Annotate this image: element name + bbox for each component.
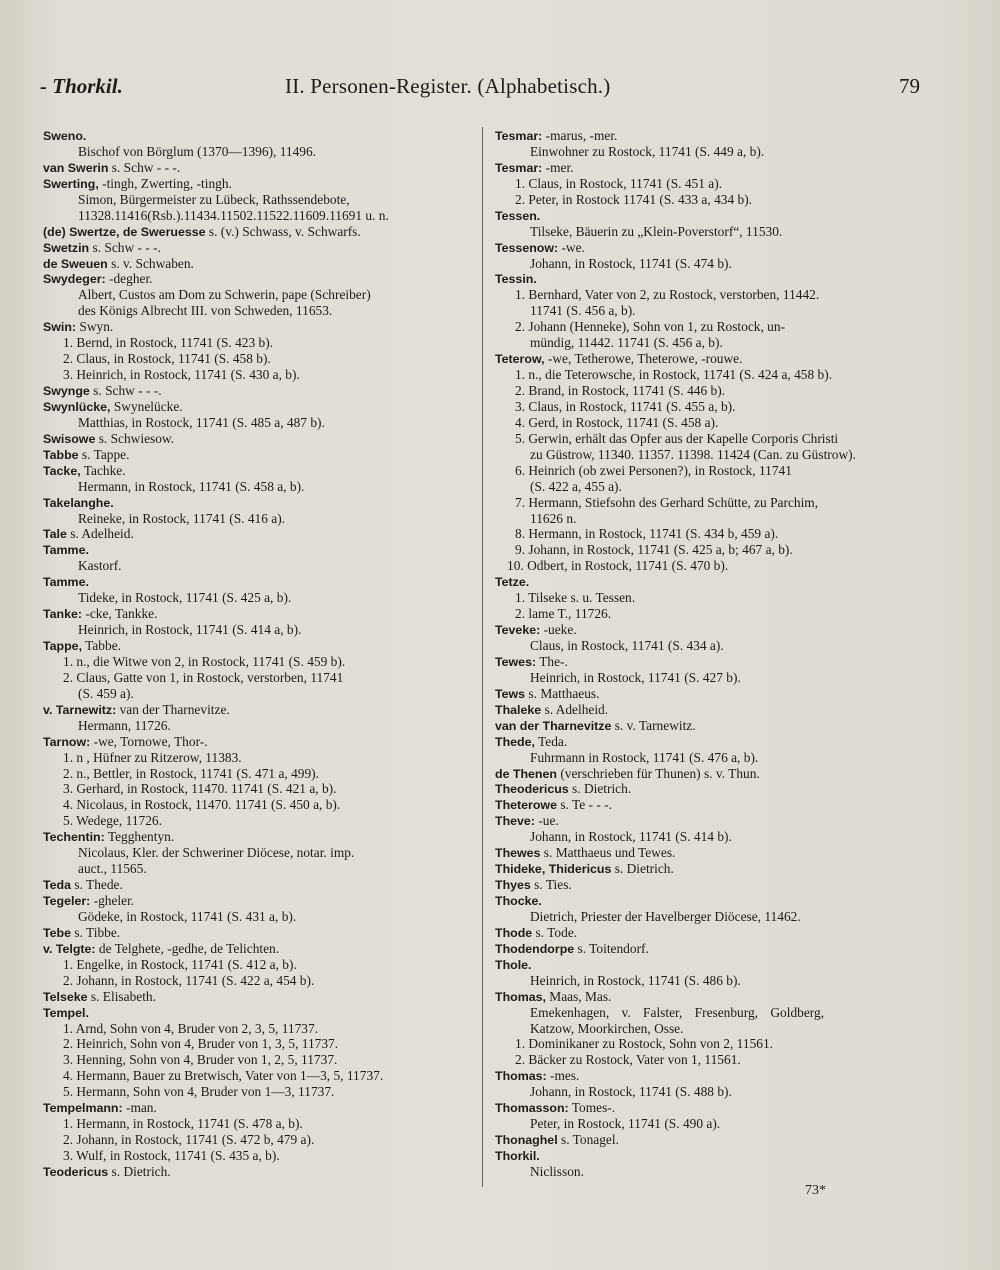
entry-variants: s. Thede.	[71, 877, 123, 893]
entry-headword: Tegeler:	[43, 894, 91, 908]
entry-headword: Tebe	[43, 925, 71, 940]
register-line	[43, 925, 488, 941]
register-line	[43, 702, 488, 718]
entry-text: Niclisson.	[530, 1163, 584, 1179]
entry-headword: Tanke:	[43, 607, 83, 622]
entry-variants: s. Dietrich.	[611, 861, 674, 877]
numbered-person: 2. Heinrich, Sohn von 4, Bruder von 1, 3, 5, 11737.	[63, 1036, 339, 1052]
register-line	[495, 957, 925, 973]
entry-variants: s. Dietrich.	[108, 1163, 171, 1179]
numbered-person: 6. Heinrich (ob zwei Personen?), in Rostock, 11741	[515, 462, 792, 478]
page-header	[40, 74, 920, 104]
entry-text: Simon, Bürgermeister zu Lübeck, Rathssendebote,	[78, 191, 350, 207]
entry-headword: v. Telgte:	[43, 941, 96, 956]
entry-text: Claus, in Rostock, 11741 (S. 434 a).	[530, 638, 724, 653]
register-line	[43, 877, 488, 893]
entry-variants: -cke, Tankke.	[82, 606, 158, 622]
entry-text: Hermann, in Rostock, 11741 (S. 458 a, b).	[78, 478, 305, 494]
register-line	[43, 526, 488, 542]
register-line	[495, 797, 925, 813]
entry-text: Johann, in Rostock, 11741 (S. 488 b).	[530, 1084, 732, 1100]
entry-headword: Swynge	[43, 384, 90, 398]
entry-headword: Teda	[43, 878, 71, 893]
entry-headword: Thaleke	[495, 702, 542, 717]
entry-headword: v. Tarnewitz:	[43, 702, 117, 717]
entry-text: Peter, in Rostock, 11741 (S. 490 a).	[530, 1116, 721, 1132]
register-line	[43, 383, 488, 399]
entry-headword: Thomas:	[495, 1069, 547, 1084]
entry-headword: Swin:	[43, 320, 77, 335]
numbered-person: 2. Peter, in Rostock 11741 (S. 433 a, 434 b).	[515, 191, 753, 207]
numbered-person: 5. Hermann, Sohn von 4, Bruder von 1—3, 11737.	[63, 1084, 335, 1100]
register-line	[495, 766, 925, 782]
entry-variants: -we, Tetherowe, Theterowe, -rouwe.	[544, 351, 743, 367]
register-line	[495, 925, 925, 941]
entry-headword: Swetzin	[43, 240, 90, 255]
entry-headword: Tempel.	[43, 1005, 89, 1020]
entry-headword: Teodericus	[43, 1164, 109, 1179]
numbered-person: 2. n., Bettler, in Rostock, 11741 (S. 471 a, 499).	[63, 765, 319, 781]
numbered-person: 4. Gerd, in Rostock, 11741 (S. 458 a).	[515, 414, 719, 430]
entry-text: Tideke, in Rostock, 11741 (S. 425 a, b).	[78, 590, 292, 606]
numbered-person: 2. Johann, in Rostock, 11741 (S. 472 b, 479 a).	[63, 1132, 315, 1148]
entry-variants: s. Tonagel.	[557, 1132, 619, 1148]
numbered-person: 3. Claus, in Rostock, 11741 (S. 455 a, b).	[515, 398, 736, 414]
numbered-person: 3. Henning, Sohn von 4, Bruder von 1, 2, 5, 11737.	[63, 1052, 338, 1068]
register-line	[43, 606, 488, 622]
entry-variants: (verschrieben für Thunen) s. v. Thun.	[556, 765, 760, 781]
entry-variants: Teda.	[534, 733, 568, 749]
register-line	[43, 1100, 488, 1116]
entry-headword: Tesmar:	[495, 160, 543, 175]
entry-variants: s. Dietrich.	[568, 781, 632, 797]
register-line	[495, 734, 925, 750]
register-line	[495, 813, 925, 829]
entry-headword: (de) Swertze, de Sweruesse	[43, 224, 206, 239]
entry-text: Reineke, in Rostock, 11741 (S. 416 a).	[78, 510, 286, 526]
entry-variants: -mer.	[542, 159, 574, 175]
numbered-person: 4. Hermann, Bauer zu Bretwisch, Vater von 1—3, 5, 11737.	[63, 1068, 384, 1084]
register-line	[495, 160, 925, 176]
register-line	[43, 240, 488, 256]
signature-mark: 73*	[805, 1183, 826, 1198]
entry-text: 11626 n.	[530, 510, 577, 526]
numbered-person: 3. Heinrich, in Rostock, 11741 (S. 430 a, b).	[63, 367, 300, 383]
entry-text: zu Güstrow, 11340. 11357. 11398. 11424 (Can. zu Güstrow).	[530, 446, 856, 462]
left-column	[43, 128, 488, 1180]
entry-headword: Tappe,	[43, 639, 83, 653]
register-line	[495, 1148, 925, 1164]
entry-text: (S. 459 a).	[78, 685, 134, 701]
numbered-person: 5. Wedege, 11726.	[63, 813, 162, 829]
numbered-person: 1. Bernd, in Rostock, 11741 (S. 423 b).	[63, 335, 274, 351]
register-line	[495, 574, 925, 590]
numbered-person: 2. Brand, in Rostock, 11741 (S. 446 b).	[515, 383, 726, 398]
entry-text: Kastorf.	[78, 558, 122, 574]
entry-text: Matthias, in Rostock, 11741 (S. 485 a, 487 b).	[78, 414, 325, 430]
entry-variants: s. Te - - -.	[556, 797, 612, 813]
register-line	[43, 495, 488, 511]
entry-headword: Teterow,	[495, 352, 545, 367]
entry-headword: Thodendorpe	[495, 941, 575, 956]
register-line	[43, 638, 488, 654]
entry-variants: s. Toitendorf.	[574, 940, 649, 956]
entry-text: (S. 422 a, 455 a).	[530, 478, 622, 494]
entry-text: Hermann, 11726.	[78, 717, 171, 733]
numbered-person: 1. Claus, in Rostock, 11741 (S. 451 a).	[515, 175, 723, 191]
entry-headword: Telseke	[43, 989, 88, 1004]
entry-variants: Maas, Mas.	[545, 988, 612, 1004]
entry-headword: Swisowe	[43, 431, 96, 446]
entry-headword: Tessin.	[495, 272, 537, 287]
numbered-person: 1. Dominikaner zu Rostock, Sohn von 2, 11561.	[515, 1036, 773, 1052]
entry-headword: Swydeger:	[43, 272, 106, 287]
entry-text: Katzow, Moorkirchen, Osse.	[530, 1020, 684, 1036]
register-line	[43, 431, 488, 447]
entry-variants: s. Schw - - -.	[89, 239, 161, 255]
register-line	[43, 941, 488, 957]
register-line	[495, 989, 925, 1005]
entry-variants: Tabbe.	[82, 638, 121, 653]
register-line	[43, 574, 488, 590]
entry-text: Nicolaus, Kler. der Schweriner Diöcese, notar. imp.	[78, 845, 355, 861]
entry-variants: -gheler.	[90, 893, 135, 908]
entry-headword: Thocke.	[495, 894, 542, 908]
entry-variants: s. Adelheid.	[66, 526, 134, 542]
entry-headword: Thole.	[495, 957, 532, 972]
register-line	[495, 702, 925, 718]
entry-variants: -marus, -mer.	[542, 128, 618, 143]
entry-variants: Swynelücke.	[110, 398, 183, 414]
register-line	[43, 542, 488, 558]
numbered-person: 1. n., die Witwe von 2, in Rostock, 11741 (S. 459 b).	[63, 653, 346, 669]
entry-headword: Theve:	[495, 814, 535, 829]
numbered-person: 2. lame T., 11726.	[515, 606, 612, 622]
entry-variants: -degher.	[105, 271, 153, 287]
entry-headword: Tempelmann:	[43, 1101, 123, 1116]
register-line	[495, 718, 925, 734]
entry-variants: s. Elisabeth.	[87, 988, 156, 1004]
entry-variants: s. Tappe.	[78, 446, 130, 462]
entry-headword: Thonaghel	[495, 1133, 558, 1148]
register-line	[43, 128, 488, 144]
register-line	[495, 1132, 925, 1148]
entry-text: Bischof von Börglum (1370—1396), 11496.	[78, 143, 317, 159]
entry-variants: -man.	[122, 1100, 157, 1116]
register-line	[43, 176, 488, 192]
register-line	[495, 686, 925, 702]
entry-headword: Tacke,	[43, 463, 81, 478]
register-line	[495, 941, 925, 957]
numbered-person: 1. Tilseke s. u. Tessen.	[515, 590, 636, 606]
register-line	[495, 654, 925, 670]
register-line	[495, 240, 925, 256]
entry-headword: van Swerin	[43, 160, 109, 175]
numbered-person: 1. Bernhard, Vater von 2, zu Rostock, verstorben, 11442.	[515, 287, 820, 303]
entry-variants: Tachke.	[80, 462, 126, 478]
entry-headword: Thomasson:	[495, 1101, 569, 1116]
entry-text: Johann, in Rostock, 11741 (S. 414 b).	[530, 829, 732, 845]
register-line	[495, 622, 925, 638]
numbered-person: 3. Wulf, in Rostock, 11741 (S. 435 a, b).	[63, 1148, 280, 1163]
entry-variants: s. Ties.	[530, 877, 572, 893]
numbered-person: 9. Johann, in Rostock, 11741 (S. 425 a, b; 467 a, b).	[515, 542, 793, 558]
register-line	[43, 447, 488, 463]
entry-variants: s. Adelheid.	[541, 701, 609, 717]
numbered-person: 8. Hermann, in Rostock, 11741 (S. 434 b, 459 a).	[515, 526, 779, 542]
entry-text: mündig, 11442. 11741 (S. 456 a, b).	[530, 335, 723, 351]
numbered-person: 4. Nicolaus, in Rostock, 11470. 11741 (S. 450 a, b).	[63, 797, 341, 813]
register-line	[43, 1005, 488, 1021]
register-line	[495, 208, 925, 224]
entry-text: Heinrich, in Rostock, 11741 (S. 414 a, b).	[78, 622, 302, 638]
running-head: - Thorkil.	[40, 74, 123, 98]
register-line	[43, 734, 488, 750]
entry-variants: s. v. Schwaben.	[107, 255, 194, 271]
numbered-person: 2. Johann, in Rostock, 11741 (S. 422 a, 454 b).	[63, 972, 315, 988]
entry-headword: van der Tharnevitze	[495, 718, 612, 733]
entry-text: Tilseke, Bäuerin zu „Klein-Poverstorf“, 11530.	[530, 223, 783, 239]
entry-variants: s. Tibbe.	[71, 924, 121, 940]
entry-headword: Tews	[495, 686, 526, 701]
register-line	[495, 271, 925, 287]
entry-variants: -we, Tornowe, Thor-.	[90, 733, 208, 749]
entry-headword: Tarnow:	[43, 734, 91, 749]
entry-variants: de Telghete, -gedhe, de Telichten.	[95, 940, 280, 956]
entry-variants: -mes.	[546, 1068, 580, 1084]
entry-variants: s. Schwiesow.	[95, 430, 175, 446]
entry-headword: Tale	[43, 527, 67, 542]
numbered-person: 5. Gerwin, erhält das Opfer aus der Kapelle Corporis Christi	[515, 430, 839, 446]
numbered-person: 7. Hermann, Stiefsohn des Gerhard Schütte, zu Parchim,	[515, 494, 819, 510]
entry-headword: Thyes	[495, 878, 531, 893]
register-line	[43, 160, 488, 176]
entry-headword: de Sweuen	[43, 256, 108, 271]
register-line	[43, 224, 488, 240]
register-line	[495, 861, 925, 877]
entry-text: Emekenhagen, v. Falster, Fresenburg, Goldberg,	[530, 1004, 825, 1020]
entry-variants: s. Matthaeus und Tewes.	[540, 845, 676, 861]
entry-headword: de Thenen	[495, 766, 557, 781]
entry-headword: Theterowe	[495, 798, 557, 813]
entry-variants: -we.	[558, 239, 585, 255]
numbered-person: 3. Gerhard, in Rostock, 11470. 11741 (S. 421 a, b).	[63, 781, 337, 797]
register-line	[43, 319, 488, 335]
entry-headword: Swerting,	[43, 176, 99, 191]
entry-variants: s. v. Tarnewitz.	[611, 717, 696, 733]
register-line	[495, 877, 925, 893]
entry-variants: s. Schw - - -.	[89, 383, 162, 398]
register-line	[495, 351, 925, 367]
register-line	[495, 845, 925, 861]
numbered-person: 1. n , Hüfner zu Ritzerow, 11383.	[63, 749, 242, 765]
numbered-person: 10. Odbert, in Rostock, 11741 (S. 470 b).	[507, 558, 729, 574]
register-line	[43, 463, 488, 479]
numbered-person: 1. Arnd, Sohn von 4, Bruder von 2, 3, 5, 11737.	[63, 1020, 319, 1036]
entry-variants: -ue.	[534, 813, 559, 829]
register-line	[43, 1164, 488, 1180]
entry-variants: Tegghentyn.	[104, 829, 175, 845]
entry-text: Albert, Custos am Dom zu Schwerin, pape (Schreiber)	[78, 287, 371, 303]
entry-variants: -ueke.	[540, 622, 577, 638]
entry-headword: Thede,	[495, 734, 535, 749]
entry-variants: The-.	[536, 653, 568, 669]
entry-text: Heinrich, in Rostock, 11741 (S. 486 b).	[530, 972, 741, 988]
register-line	[43, 271, 488, 287]
entry-headword: Techentin:	[43, 830, 105, 845]
entry-text: auct., 11565.	[78, 861, 147, 877]
numbered-person: 2. Johann (Henneke), Sohn von 1, zu Rostock, un-	[515, 319, 786, 335]
register-line	[43, 399, 488, 415]
register-line	[495, 128, 925, 144]
entry-text: Fuhrmann in Rostock, 11741 (S. 476 a, b).	[530, 749, 759, 765]
numbered-person: 2. Claus, Gatte von 1, in Rostock, verstorben, 11741	[63, 669, 344, 685]
entry-headword: Swynlücke,	[43, 399, 111, 414]
entry-headword: Tamme.	[43, 543, 89, 558]
entry-text: des Königs Albrecht III. von Schweden, 11653.	[78, 303, 333, 319]
entry-headword: Thode	[495, 925, 533, 940]
entry-variants: van der Tharnevitze.	[116, 701, 230, 717]
entry-variants: s. Matthaeus.	[525, 685, 600, 701]
entry-text: Dietrich, Priester der Havelberger Diöcese, 11462.	[530, 908, 801, 924]
entry-text: Einwohner zu Rostock, 11741 (S. 449 a, b).	[530, 143, 765, 159]
entry-variants: Swyn.	[76, 319, 114, 335]
page-number: 79	[899, 74, 920, 98]
register-line	[495, 1068, 925, 1084]
register-line	[495, 781, 925, 797]
entry-text: 11741 (S. 456 a, b).	[530, 303, 636, 319]
entry-headword: Theodericus	[495, 782, 569, 797]
numbered-person: 1. Engelke, in Rostock, 11741 (S. 412 a, b).	[63, 956, 297, 972]
entry-variants: s. Tode.	[532, 924, 578, 940]
entry-text: Johann, in Rostock, 11741 (S. 474 b).	[530, 255, 732, 271]
entry-text: Heinrich, in Rostock, 11741 (S. 427 b).	[530, 669, 741, 685]
numbered-person: 1. Hermann, in Rostock, 11741 (S. 478 a, b).	[63, 1116, 303, 1132]
register-line	[495, 893, 925, 909]
entry-headword: Tamme.	[43, 575, 89, 590]
entry-headword: Teveke:	[495, 623, 541, 638]
page-title: II. Personen-Register. (Alphabetisch.)	[285, 74, 611, 98]
entry-headword: Takelanghe.	[43, 495, 114, 510]
right-column	[495, 128, 925, 1180]
register-line	[43, 829, 488, 845]
entry-headword: Thomas,	[495, 989, 546, 1004]
entry-headword: Tessen.	[495, 208, 541, 223]
entry-variants: Tomes-.	[568, 1100, 616, 1116]
entry-headword: Tessenow:	[495, 240, 559, 255]
register-line	[495, 1100, 925, 1116]
entry-headword: Thorkil.	[495, 1149, 540, 1163]
entry-variants: s. Schw - - -.	[108, 159, 181, 175]
entry-headword: Tabbe	[43, 447, 79, 462]
entry-variants: -tingh, Zwerting, -tingh.	[98, 175, 232, 191]
entry-headword: Sweno.	[43, 129, 87, 143]
entry-variants: s. (v.) Schwass, v. Schwarfs.	[205, 223, 361, 239]
entry-headword: Thideke, Thidericus	[495, 862, 612, 877]
entry-headword: Tewes:	[495, 654, 537, 669]
register-line	[43, 256, 488, 272]
register-line	[43, 893, 488, 909]
numbered-person: 2. Bäcker zu Rostock, Vater von 1, 11561.	[515, 1052, 741, 1068]
register-line	[43, 989, 488, 1005]
numbered-person: 2. Claus, in Rostock, 11741 (S. 458 b).	[63, 351, 271, 367]
entry-headword: Tesmar:	[495, 129, 543, 143]
entry-headword: Tetze.	[495, 575, 530, 590]
entry-text: Gödeke, in Rostock, 11741 (S. 431 a, b).	[78, 908, 297, 924]
entry-headword: Thewes	[495, 846, 541, 861]
entry-text: 11328.11416(Rsb.).11434.11502.11522.11609.11691 u. n.	[78, 207, 389, 223]
numbered-person: 1. n., die Teterowsche, in Rostock, 11741 (S. 424 a, 458 b).	[515, 367, 833, 383]
